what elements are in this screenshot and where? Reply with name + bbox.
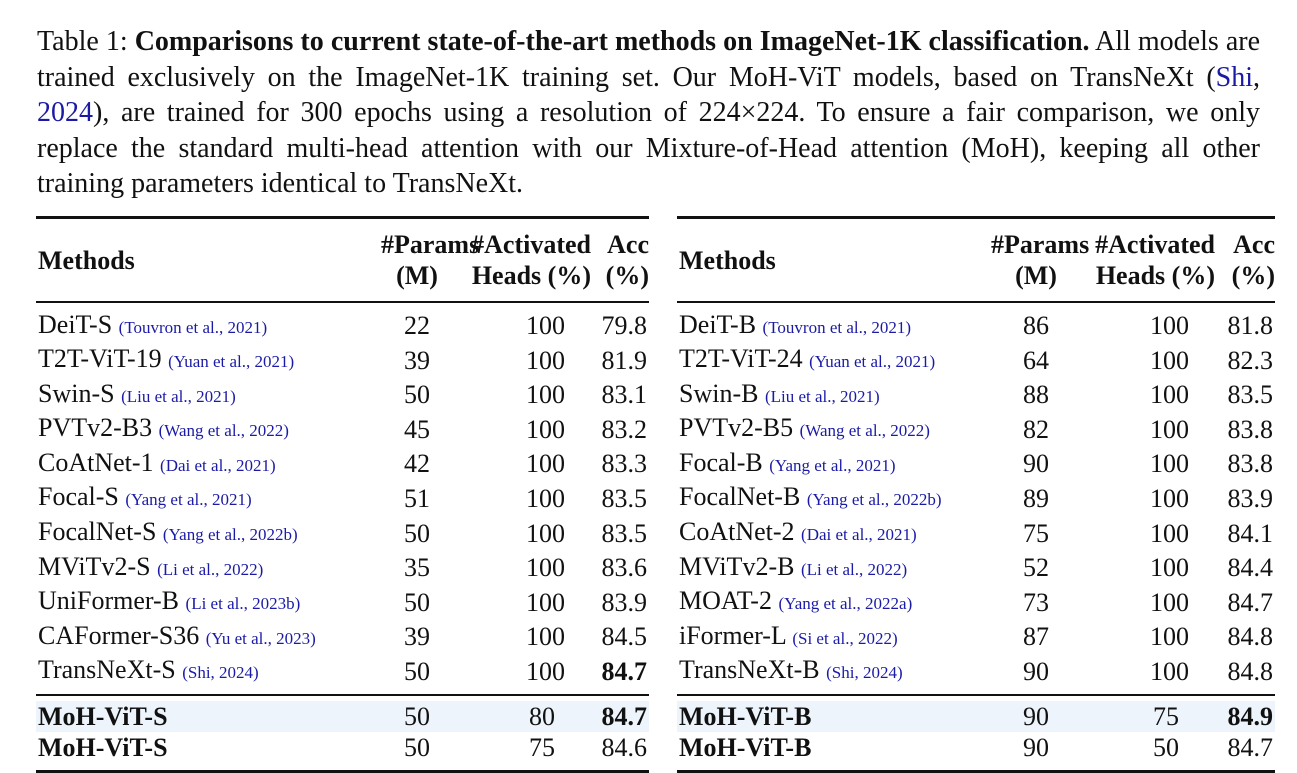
heads-cell: 100 bbox=[526, 483, 565, 513]
method-cell bbox=[36, 481, 381, 516]
method-citation[interactable]: (Shi, 2024) bbox=[182, 663, 259, 683]
params-cell: 82 bbox=[1023, 414, 1049, 444]
small-models-table bbox=[36, 216, 649, 773]
method-cell bbox=[36, 309, 381, 344]
params-cell: 90 bbox=[1023, 733, 1049, 763]
method-cell bbox=[677, 378, 991, 413]
params-cell: 75 bbox=[1023, 518, 1049, 548]
moh-rule bbox=[36, 694, 649, 696]
method-citation[interactable]: (Yu et al., 2023) bbox=[205, 628, 316, 648]
table-row bbox=[677, 447, 1275, 482]
table-row bbox=[36, 447, 649, 482]
params-cell: 22 bbox=[404, 311, 430, 340]
method-cell bbox=[36, 412, 381, 447]
method-name: MoH-ViT-B bbox=[677, 701, 991, 733]
acc-cell: 83.5 bbox=[601, 518, 647, 548]
header-acc: Acc (%) bbox=[1231, 230, 1275, 290]
acc-cell: 83.3 bbox=[601, 449, 647, 479]
heads-cell: 100 bbox=[526, 311, 565, 340]
method-name: CAFormer-S36 bbox=[38, 620, 200, 650]
method-citation[interactable]: (Li et al., 2022) bbox=[157, 559, 264, 579]
method-name: MViTv2-B bbox=[679, 551, 795, 581]
acc-cell: 81.9 bbox=[601, 345, 647, 375]
params-cell: 86 bbox=[1023, 311, 1049, 340]
params-cell: 50 bbox=[404, 733, 430, 763]
method-name: TransNeXt-S bbox=[38, 655, 176, 685]
method-citation[interactable]: (Liu et al., 2021) bbox=[764, 386, 880, 406]
method-name: Focal-B bbox=[679, 447, 763, 477]
moh-row bbox=[36, 701, 649, 733]
method-name: FocalNet-S bbox=[38, 517, 157, 547]
method-cell bbox=[677, 551, 991, 586]
params-cell: 45 bbox=[404, 414, 430, 444]
heads-cell: 100 bbox=[526, 622, 565, 652]
heads-cell: 75 bbox=[529, 733, 555, 763]
acc-cell: 79.8 bbox=[601, 311, 647, 340]
heads-cell: 100 bbox=[526, 656, 565, 686]
heads-cell: 50 bbox=[1153, 733, 1179, 763]
header-methods: Methods bbox=[679, 245, 776, 275]
method-citation[interactable]: (Yang et al., 2021) bbox=[125, 490, 252, 510]
params-cell: 50 bbox=[404, 656, 430, 686]
acc-cell: 81.8 bbox=[1227, 311, 1273, 340]
header-heads: #Activated Heads (%) bbox=[471, 230, 591, 290]
params-cell: 39 bbox=[404, 345, 430, 375]
heads-cell: 100 bbox=[526, 345, 565, 375]
params-cell: 64 bbox=[1023, 345, 1049, 375]
table-row bbox=[677, 309, 1275, 344]
small-moh-body bbox=[36, 701, 649, 764]
method-citation[interactable]: (Dai et al., 2021) bbox=[801, 525, 917, 545]
params-cell: 87 bbox=[1023, 622, 1049, 652]
header-rule bbox=[677, 301, 1275, 303]
heads-cell: 100 bbox=[1150, 380, 1189, 410]
bottom-rule bbox=[677, 770, 1275, 773]
params-cell: 39 bbox=[404, 622, 430, 652]
method-cell bbox=[677, 447, 991, 482]
method-name: PVTv2-B5 bbox=[679, 413, 794, 443]
method-cell bbox=[36, 343, 381, 378]
base-moh-body bbox=[677, 701, 1275, 764]
acc-cell: 83.5 bbox=[1227, 380, 1273, 410]
params-cell: 51 bbox=[404, 483, 430, 513]
moh-row bbox=[677, 701, 1275, 733]
heads-cell: 100 bbox=[1150, 622, 1189, 652]
method-name: DeiT-S bbox=[38, 309, 113, 339]
small-models-body bbox=[36, 309, 649, 690]
method-citation[interactable]: (Wang et al., 2022) bbox=[158, 421, 289, 441]
table-row bbox=[36, 585, 649, 620]
acc-cell: 84.7 bbox=[601, 656, 647, 686]
moh-row bbox=[36, 732, 649, 764]
caption-cite-sep: , bbox=[1253, 61, 1260, 93]
caption-cite-author[interactable]: Shi bbox=[1215, 61, 1253, 93]
params-cell: 50 bbox=[404, 587, 430, 617]
acc-cell: 84.6 bbox=[601, 733, 647, 763]
heads-cell: 100 bbox=[526, 553, 565, 583]
table-row bbox=[36, 309, 649, 344]
params-cell: 50 bbox=[404, 380, 430, 410]
heads-cell: 100 bbox=[526, 414, 565, 444]
method-cell bbox=[677, 412, 991, 447]
params-cell: 73 bbox=[1023, 587, 1049, 617]
method-name: MoH-ViT-S bbox=[36, 701, 381, 733]
moh-row bbox=[677, 732, 1275, 764]
method-citation[interactable]: (Yang et al., 2021) bbox=[769, 455, 896, 475]
method-cell bbox=[36, 620, 381, 655]
method-cell bbox=[677, 620, 991, 655]
method-cell bbox=[36, 447, 381, 482]
table-row bbox=[677, 620, 1275, 655]
acc-cell: 84.4 bbox=[1227, 553, 1273, 583]
method-citation[interactable]: (Yuan et al., 2021) bbox=[809, 352, 936, 372]
table-row bbox=[36, 620, 649, 655]
acc-cell: 84.5 bbox=[601, 622, 647, 652]
caption-title: Comparisons to current state-of-the-art methods on ImageNet-1K classification. bbox=[134, 26, 1090, 57]
acc-cell: 83.6 bbox=[601, 553, 647, 583]
table-row bbox=[36, 378, 649, 413]
header-acc: Acc (%) bbox=[605, 230, 649, 290]
table-row bbox=[677, 654, 1275, 689]
method-name: MOAT-2 bbox=[679, 586, 772, 616]
heads-cell: 100 bbox=[526, 380, 565, 410]
method-name: TransNeXt-B bbox=[679, 655, 820, 685]
acc-cell: 83.9 bbox=[1227, 483, 1273, 513]
acc-cell: 83.8 bbox=[1227, 449, 1273, 479]
method-name: Swin-B bbox=[679, 378, 759, 408]
method-name: T2T-ViT-19 bbox=[38, 344, 162, 374]
method-cell bbox=[677, 654, 991, 689]
acc-cell: 83.5 bbox=[601, 483, 647, 513]
heads-cell: 100 bbox=[1150, 414, 1189, 444]
acc-cell: 83.1 bbox=[601, 380, 647, 410]
params-cell: 50 bbox=[381, 701, 453, 733]
method-name: DeiT-B bbox=[679, 309, 757, 339]
heads-cell: 100 bbox=[526, 518, 565, 548]
method-citation[interactable]: (Yang et al., 2022a) bbox=[778, 594, 913, 614]
method-name: MoH-ViT-S bbox=[38, 733, 168, 763]
method-name: iFormer-L bbox=[679, 620, 786, 650]
acc-cell: 83.8 bbox=[1227, 414, 1273, 444]
table-row bbox=[36, 343, 649, 378]
params-cell: 42 bbox=[404, 449, 430, 479]
table-row bbox=[677, 551, 1275, 586]
acc-cell: 84.7 bbox=[1227, 733, 1273, 763]
heads-cell: 100 bbox=[1150, 483, 1189, 513]
heads-cell: 100 bbox=[1150, 311, 1189, 340]
heads-cell: 100 bbox=[1150, 449, 1189, 479]
heads-cell: 100 bbox=[1150, 518, 1189, 548]
table-row bbox=[677, 378, 1275, 413]
params-cell: 89 bbox=[1023, 483, 1049, 513]
heads-cell: 80 bbox=[453, 701, 595, 733]
table-row bbox=[677, 412, 1275, 447]
params-cell: 90 bbox=[1023, 449, 1049, 479]
header-rule bbox=[36, 301, 649, 303]
method-cell bbox=[36, 585, 381, 620]
params-cell: 35 bbox=[404, 553, 430, 583]
acc-cell: 83.2 bbox=[601, 414, 647, 444]
table-row bbox=[36, 516, 649, 551]
method-cell bbox=[677, 516, 991, 551]
heads-cell: 100 bbox=[526, 587, 565, 617]
heads-cell: 100 bbox=[1150, 656, 1189, 686]
base-models-table bbox=[677, 216, 1275, 773]
acc-cell: 84.7 bbox=[595, 701, 649, 733]
caption-cite-year[interactable]: 2024 bbox=[37, 97, 93, 128]
params-cell: 88 bbox=[1023, 380, 1049, 410]
method-citation[interactable]: (Dai et al., 2021) bbox=[160, 455, 276, 475]
method-name: PVTv2-B3 bbox=[38, 413, 153, 443]
acc-cell: 84.7 bbox=[1227, 587, 1273, 617]
acc-cell: 84.8 bbox=[1227, 656, 1273, 686]
method-cell bbox=[677, 481, 991, 516]
params-cell: 90 bbox=[991, 701, 1081, 733]
method-citation[interactable]: (Li et al., 2023b) bbox=[185, 594, 301, 614]
heads-cell: 100 bbox=[526, 449, 565, 479]
acc-cell: 82.3 bbox=[1227, 345, 1273, 375]
method-cell bbox=[36, 516, 381, 551]
table-row bbox=[677, 343, 1275, 378]
table-row bbox=[36, 654, 649, 689]
header-params: #Params (M) bbox=[991, 230, 1090, 290]
method-name: MViTv2-S bbox=[38, 551, 151, 581]
method-name: MoH-ViT-B bbox=[679, 733, 812, 763]
table-caption bbox=[37, 24, 1260, 202]
method-citation[interactable]: (Si et al., 2022) bbox=[792, 628, 898, 648]
heads-cell: 100 bbox=[1150, 553, 1189, 583]
header-params: #Params (M) bbox=[381, 230, 480, 290]
method-name: Focal-S bbox=[38, 482, 119, 512]
method-citation[interactable]: (Shi, 2024) bbox=[826, 663, 903, 683]
bottom-rule bbox=[36, 770, 649, 773]
heads-cell: 100 bbox=[1150, 587, 1189, 617]
params-cell: 50 bbox=[404, 518, 430, 548]
heads-cell: 100 bbox=[1150, 345, 1189, 375]
method-cell bbox=[36, 551, 381, 586]
table-row bbox=[677, 481, 1275, 516]
method-cell bbox=[36, 378, 381, 413]
caption-text-2: ), are trained for 300 epochs using a resolution of 224×224. To ensure a fair comparison, we only replace the standard multi-head attention with our Mixture-of-Head attention (MoH), keeping all other training parameters identical to TransNeXt. bbox=[37, 97, 1260, 199]
method-name: UniFormer-B bbox=[38, 586, 180, 616]
method-citation[interactable]: (Yang et al., 2022b) bbox=[162, 525, 298, 545]
base-models-body bbox=[677, 309, 1275, 690]
header-heads: #Activated Heads (%) bbox=[1095, 230, 1215, 290]
acc-cell: 84.8 bbox=[1227, 622, 1273, 652]
acc-cell: 84.1 bbox=[1227, 518, 1273, 548]
method-name: FocalNet-B bbox=[679, 482, 801, 512]
heads-cell: 75 bbox=[1081, 701, 1219, 733]
method-citation[interactable]: (Li et al., 2022) bbox=[800, 559, 908, 579]
table-row bbox=[36, 481, 649, 516]
method-citation[interactable]: (Touvron et al., 2021) bbox=[762, 317, 912, 337]
table-row bbox=[36, 551, 649, 586]
method-cell bbox=[677, 309, 991, 344]
header-methods: Methods bbox=[38, 245, 135, 275]
caption-text-1: All models are trained exclusively on the ImageNet-1K training set. Our MoH-ViT models, based on TransNeXt ( bbox=[37, 26, 1261, 93]
method-citation[interactable]: (Wang et al., 2022) bbox=[799, 421, 930, 441]
acc-cell: 83.9 bbox=[601, 587, 647, 617]
method-citation[interactable]: (Yuan et al., 2021) bbox=[168, 352, 295, 372]
method-name: CoAtNet-2 bbox=[679, 517, 795, 547]
method-name: CoAtNet-1 bbox=[38, 447, 154, 477]
method-name: T2T-ViT-24 bbox=[679, 344, 803, 374]
table-row bbox=[36, 412, 649, 447]
method-name: Swin-S bbox=[38, 378, 115, 408]
method-citation[interactable]: (Yang et al., 2022b) bbox=[806, 490, 942, 510]
table-row bbox=[677, 585, 1275, 620]
method-citation[interactable]: (Liu et al., 2021) bbox=[121, 386, 236, 406]
acc-cell: 84.9 bbox=[1219, 701, 1275, 733]
method-cell bbox=[677, 585, 991, 620]
table-row bbox=[677, 516, 1275, 551]
method-citation[interactable]: (Touvron et al., 2021) bbox=[118, 317, 268, 337]
method-cell bbox=[677, 343, 991, 378]
params-cell: 90 bbox=[1023, 656, 1049, 686]
params-cell: 52 bbox=[1023, 553, 1049, 583]
moh-rule bbox=[677, 694, 1275, 696]
method-cell bbox=[36, 654, 381, 689]
caption-label: Table 1: bbox=[37, 26, 128, 57]
